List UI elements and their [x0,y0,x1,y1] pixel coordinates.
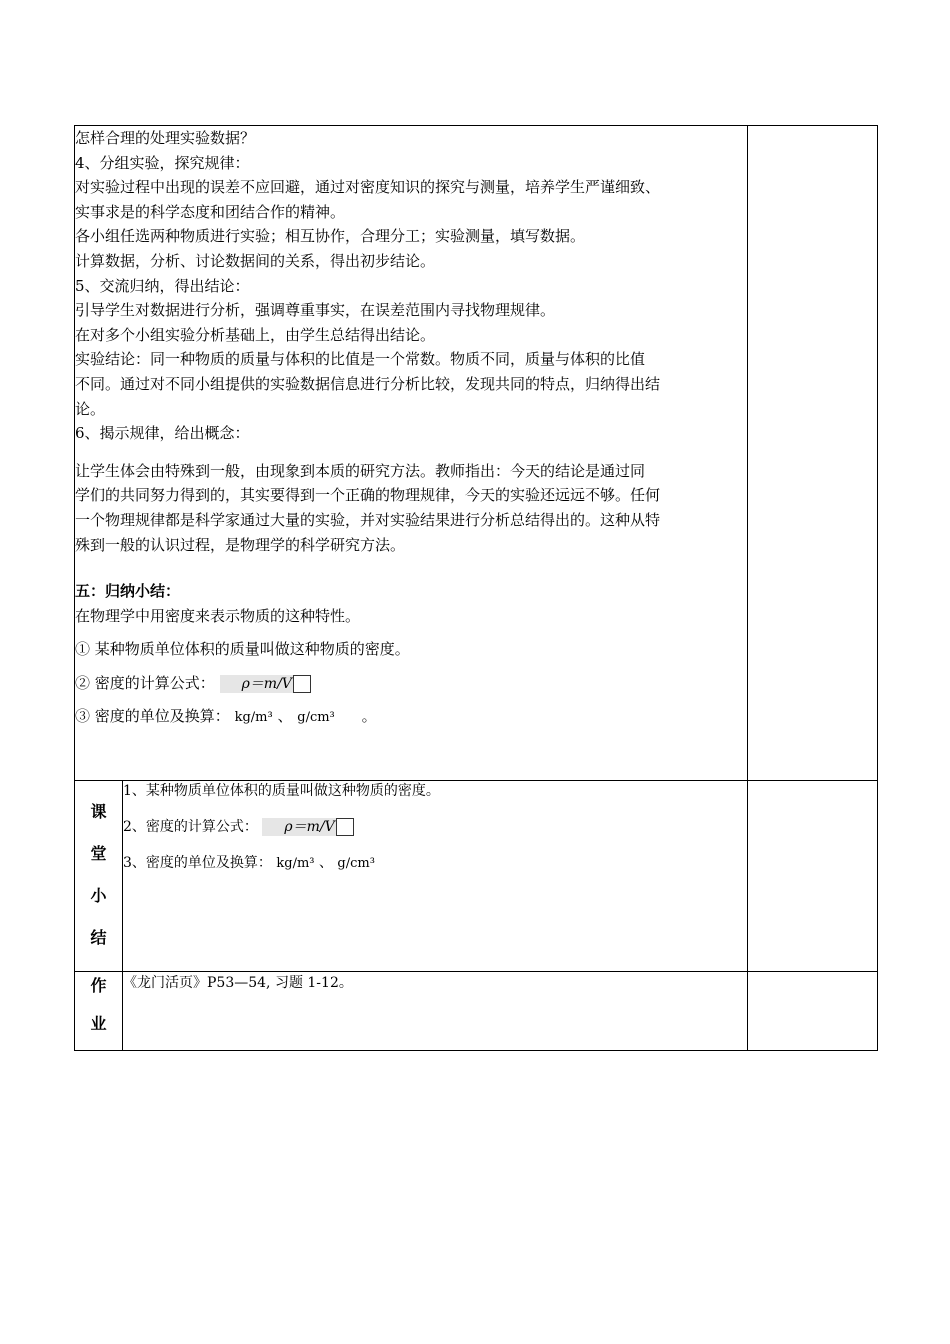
unit-g-per-cm3: g/cm³ [297,710,335,726]
units-end-punct: 。 [361,707,377,726]
text-line: 对实验过程中出现的误差不应回避，通过对密度知识的探究与测量，培养学生严谨细致、 [75,178,661,197]
lesson-plan-document [74,125,877,1051]
text-line: 让学生体会由特殊到一般，由现象到本质的研究方法。教师指出：今天的结论是通过同 [75,461,646,480]
unit-separator: 、 [277,707,298,726]
units-label: 3、密度的单位及换算： [123,855,272,871]
formula-label: 2、密度的计算公式： [123,819,258,835]
notes-cell [748,972,878,1051]
text-line: 各小组任选两种物质进行实验；相互协作，合理分工；实验测量，填写数据。 [75,227,586,246]
class-summary-item-units [123,853,747,874]
notes-cell [748,126,878,781]
step-heading: 6、揭示规律，给出概念： [75,424,250,443]
label-char: 课 [90,802,107,821]
class-summary-label [75,781,123,972]
text-line: 殊到一般的认识过程，是物理学的科学研究方法。 [75,535,406,554]
lesson-table [74,125,878,1051]
units-label: ③ 密度的单位及换算： [75,707,230,726]
unit-kg-per-m3: kg/m³ [276,856,315,871]
summary-intro: 在物理学中用密度来表示物质的这种特性。 [75,606,361,625]
density-formula: ρ＝m/V [220,675,294,693]
step-heading: 5、交流归纳，得出结论： [75,276,250,295]
text-line: 不同。通过对不同小组提供的实验数据信息进行分析比较，发现共同的特点，归纳得出结 [75,374,661,393]
class-summary-item-formula [123,817,747,837]
teaching-process-row [75,126,878,781]
text-line: 计算数据，分析、讨论数据间的关系，得出初步结论。 [75,251,436,270]
notes-cell [748,781,878,972]
class-summary-item: 1、某种物质单位体积的质量叫做这种物质的密度。 [123,783,440,799]
label-char: 堂 [90,844,107,863]
summary-item-units [75,704,747,731]
unit-kg-per-m3: kg/m³ [234,710,273,726]
teaching-process-cell [75,126,748,781]
class-summary-row [75,781,878,972]
text-line: 在对多个小组实验分析基础上，由学生总结得出结论。 [75,325,436,344]
text-line: 怎样合理的处理实验数据？ [75,129,256,147]
formula-label: ② 密度的计算公式： [75,673,215,692]
unit-separator: 、 [318,855,338,871]
label-char: 小 [90,886,107,905]
text-line: 引导学生对数据进行分析，强调尊重事实，在误差范围内寻找物理规律。 [75,301,556,320]
summary-item-definition: ① 某种物质单位体积的质量叫做这种物质的密度。 [75,640,410,659]
formula-object-box [336,818,354,836]
text-line: 实验结论：同一种物质的质量与体积的比值是一个常数。物质不同，质量与体积的比值 [75,350,646,369]
label-char: 结 [90,928,107,947]
unit-g-per-cm3: g/cm³ [337,856,375,871]
text-line: 一个物理规律都是科学家通过大量的实验，并对实验结果进行分析总结得出的。这种从特 [75,510,661,529]
text-line: 论。 [75,399,106,418]
summary-item-formula [75,671,747,696]
homework-row [75,972,878,1051]
homework-label [75,972,123,1051]
text-line: 实事求是的科学态度和团结合作的精神。 [75,202,346,221]
homework-content: 《龙门活页》P53—54, 习题 1-12。 [123,972,748,1051]
density-formula: ρ＝m/V [262,818,336,836]
summary-heading: 五：归纳小结： [75,582,181,601]
step-heading: 4、分组实验，探究规律： [75,153,250,172]
label-char: 作 [90,976,107,995]
formula-object-box [293,675,311,693]
text-line: 学们的共同努力得到的，其实要得到一个正确的物理规律，今天的实验还远远不够。任何 [75,486,661,505]
label-char: 业 [90,1014,107,1033]
class-summary-content [123,781,748,972]
